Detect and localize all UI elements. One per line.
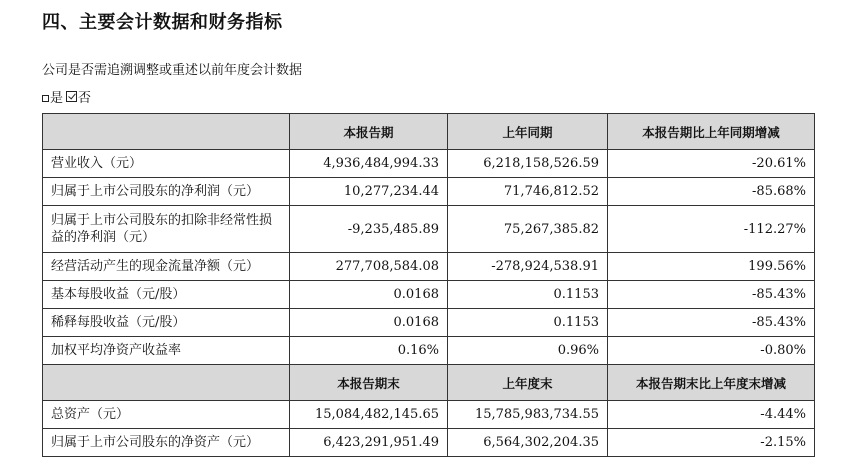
prior-period-value: 0.1153 bbox=[448, 281, 608, 309]
row-label: 归属于上市公司股东的扣除非经常性损益的净利润（元） bbox=[43, 206, 290, 253]
change-percent: 199.56% bbox=[608, 253, 815, 281]
prior-period-value: 6,564,302,204.35 bbox=[448, 429, 608, 457]
financial-indicators-table bbox=[42, 113, 815, 457]
current-period-value: 0.16% bbox=[290, 337, 448, 365]
current-period-value: 277,708,584.08 bbox=[290, 253, 448, 281]
change-percent: -2.15% bbox=[608, 429, 815, 457]
row-label: 基本每股收益（元/股） bbox=[43, 281, 290, 309]
row-label: 归属于上市公司股东的净利润（元） bbox=[43, 178, 290, 206]
prior-period-value: -278,924,538.91 bbox=[448, 253, 608, 281]
table-row bbox=[43, 337, 815, 365]
prior-period-value: 71,746,812.52 bbox=[448, 178, 608, 206]
no-checkbox-checked-icon bbox=[66, 91, 77, 102]
header-blank-cell bbox=[43, 365, 290, 401]
prior-period-value: 75,267,385.82 bbox=[448, 206, 608, 253]
row-label: 稀释每股收益（元/股） bbox=[43, 309, 290, 337]
current-period-value: 0.0168 bbox=[290, 281, 448, 309]
current-period-value: 15,084,482,145.65 bbox=[290, 401, 448, 429]
table-row bbox=[43, 206, 815, 253]
table-row bbox=[43, 401, 815, 429]
column-header: 本报告期末比上年度末增减 bbox=[608, 365, 815, 401]
row-label: 加权平均净资产收益率 bbox=[43, 337, 290, 365]
section-title: 四、主要会计数据和财务指标 bbox=[42, 12, 283, 33]
restatement-question: 公司是否需追溯调整或重述以前年度会计数据 bbox=[42, 63, 303, 78]
table-row bbox=[43, 253, 815, 281]
header-blank-cell bbox=[43, 114, 290, 150]
column-header: 上年同期 bbox=[448, 114, 608, 150]
table-header-row bbox=[43, 365, 815, 401]
prior-period-value: 15,785,983,734.55 bbox=[448, 401, 608, 429]
no-label: 否 bbox=[78, 91, 92, 106]
current-period-value: 6,423,291,951.49 bbox=[290, 429, 448, 457]
change-percent: -85.68% bbox=[608, 178, 815, 206]
column-header: 本报告期末 bbox=[290, 365, 448, 401]
column-header: 本报告期 bbox=[290, 114, 448, 150]
change-percent: -112.27% bbox=[608, 206, 815, 253]
table-row bbox=[43, 429, 815, 457]
column-header: 上年度末 bbox=[448, 365, 608, 401]
change-percent: -85.43% bbox=[608, 309, 815, 337]
table-row bbox=[43, 150, 815, 178]
prior-period-value: 6,218,158,526.59 bbox=[448, 150, 608, 178]
prior-period-value: 0.96% bbox=[448, 337, 608, 365]
table-header-row bbox=[43, 114, 815, 150]
row-label: 经营活动产生的现金流量净额（元） bbox=[43, 253, 290, 281]
current-period-value: 10,277,234.44 bbox=[290, 178, 448, 206]
change-percent: -0.80% bbox=[608, 337, 815, 365]
yes-checkbox-unchecked-icon bbox=[42, 95, 49, 102]
row-label: 营业收入（元） bbox=[43, 150, 290, 178]
change-percent: -4.44% bbox=[608, 401, 815, 429]
change-percent: -85.43% bbox=[608, 281, 815, 309]
restatement-answer bbox=[42, 87, 91, 106]
current-period-value: 0.0168 bbox=[290, 309, 448, 337]
prior-period-value: 0.1153 bbox=[448, 309, 608, 337]
column-header: 本报告期比上年同期增减 bbox=[608, 114, 815, 150]
current-period-value: -9,235,485.89 bbox=[290, 206, 448, 253]
table-row bbox=[43, 178, 815, 206]
current-period-value: 4,936,484,994.33 bbox=[290, 150, 448, 178]
row-label: 归属于上市公司股东的净资产（元） bbox=[43, 429, 290, 457]
change-percent: -20.61% bbox=[608, 150, 815, 178]
row-label: 总资产（元） bbox=[43, 401, 290, 429]
table-row bbox=[43, 281, 815, 309]
table-row bbox=[43, 309, 815, 337]
yes-label: 是 bbox=[50, 91, 64, 106]
